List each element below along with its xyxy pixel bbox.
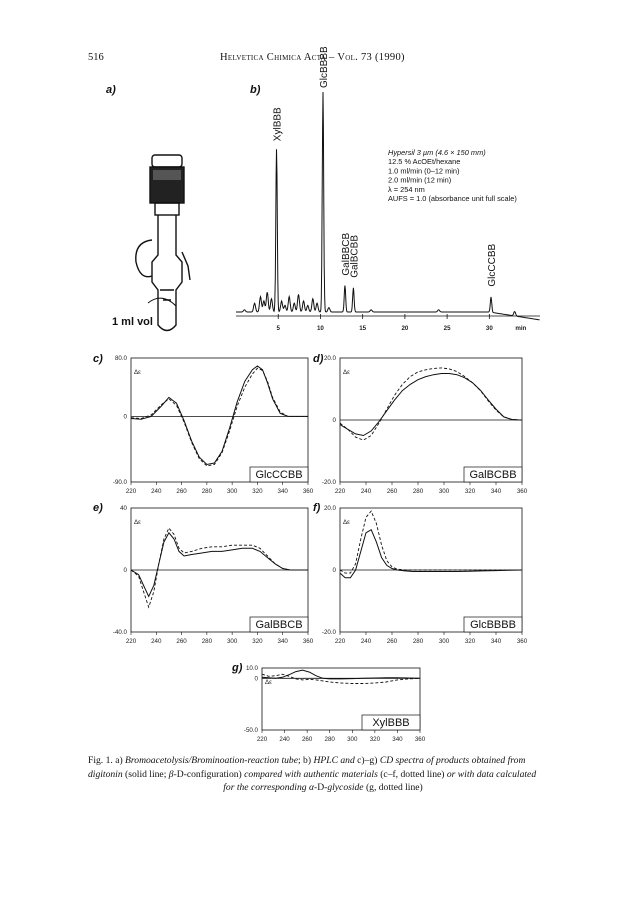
cd-compound-label-f: GlcBBBB xyxy=(470,619,516,631)
cd-series-solid-e xyxy=(131,533,308,597)
cd-x-tick-label-g: 260 xyxy=(301,736,313,743)
cd-x-tick-label-d: 260 xyxy=(386,488,398,495)
cd-frame-c xyxy=(131,358,308,482)
cd-y-tick-label-g: -50.0 xyxy=(243,727,258,734)
hplc-tick-label: 30 xyxy=(485,325,493,332)
caption-line-2: digitonin (solid line; β-D-configuration) compared with authentic materials (c–f, dotted line) or with data calculated xyxy=(88,768,537,780)
panel-label-d: d) xyxy=(313,353,324,365)
cd-x-tick-label-c: 240 xyxy=(151,488,162,495)
cd-series-dashed-d xyxy=(340,368,522,440)
cd-x-tick-label-g: 340 xyxy=(392,736,403,743)
hplc-tick-label: 15 xyxy=(359,325,367,332)
journal-header: Helvetica Chimica Acta – Vol. 73 (1990) xyxy=(220,52,405,63)
cd-x-tick-label-f: 360 xyxy=(516,638,528,645)
cd-x-tick-label-d: 300 xyxy=(438,488,450,495)
hplc-tick-label: 20 xyxy=(401,325,409,332)
panel-label-g: g) xyxy=(232,662,243,674)
cd-x-tick-label-g: 360 xyxy=(414,736,426,743)
cd-x-tick-label-f: 260 xyxy=(386,638,398,645)
cd-series-solid-d xyxy=(340,374,522,436)
cd-x-tick-label-c: 360 xyxy=(302,488,314,495)
cd-x-tick-label-f: 320 xyxy=(464,638,476,645)
hplc-peak-label: XylBBB xyxy=(272,107,284,142)
cd-series-solid-c xyxy=(131,366,308,465)
cd-x-tick-label-d: 360 xyxy=(516,488,528,495)
cd-compound-label-e: GalBBCB xyxy=(255,619,303,631)
cd-y-tick-label-c: 80.0 xyxy=(114,355,127,362)
caption-line-1: Fig. 1. a) Bromoacetolysis/Brominoation-reaction tube; b) HPLC and c)–g) CD spectra of products obtained from xyxy=(88,755,526,766)
cd-y-tick-label-f: 0 xyxy=(332,567,336,574)
cd-y-tick-label-g: 0 xyxy=(254,675,258,683)
hplc-condition: 12.5 % AcOEt/hexane xyxy=(388,157,461,167)
cd-y-axis-label-c: Δε xyxy=(134,369,141,376)
cd-x-tick-label-g: 280 xyxy=(324,736,335,743)
cd-x-tick-label-e: 300 xyxy=(226,638,238,645)
cd-x-tick-label-c: 220 xyxy=(125,488,137,495)
hplc-peak-label: GalBCBB xyxy=(349,235,361,278)
cd-y-tick-label-d: 20.0 xyxy=(323,355,336,362)
cd-x-tick-label-e: 260 xyxy=(176,638,187,645)
cd-x-tick-label-d: 220 xyxy=(334,488,346,495)
cd-compound-label-g: XylBBB xyxy=(372,717,410,729)
panel-label-e: e) xyxy=(93,502,103,514)
cd-compound-label-c: GlcCCBB xyxy=(255,469,303,481)
cd-y-tick-label-f: -20.0 xyxy=(321,629,336,636)
cd-x-tick-label-e: 320 xyxy=(252,638,263,645)
panel-label-b: b) xyxy=(250,84,261,96)
cd-series-dashed-c xyxy=(131,368,308,466)
hplc-peak-label: GalBBCB xyxy=(340,232,352,276)
hplc-condition: Hypersil 3 µm (4.6 × 150 mm) xyxy=(388,148,486,157)
cd-x-tick-label-g: 300 xyxy=(347,736,358,743)
cd-x-tick-label-d: 280 xyxy=(412,488,424,495)
panel-label-a: a) xyxy=(106,84,116,96)
hplc-tick-label: 10 xyxy=(316,325,324,332)
cd-y-tick-label-f: 20.0 xyxy=(323,505,336,512)
cd-y-tick-label-c: 0 xyxy=(123,413,127,421)
cd-x-tick-label-e: 240 xyxy=(151,638,162,645)
cd-x-tick-label-e: 360 xyxy=(302,638,314,645)
cd-x-tick-label-f: 220 xyxy=(334,638,346,645)
cd-x-tick-label-f: 340 xyxy=(490,638,502,645)
cd-series-solid-f xyxy=(340,530,522,578)
cd-series-dashed-f xyxy=(340,511,522,573)
page-number: 516 xyxy=(88,52,104,63)
cd-y-tick-label-g: 10.0 xyxy=(245,665,258,672)
cd-x-tick-label-e: 220 xyxy=(125,638,137,645)
cd-x-tick-label-g: 220 xyxy=(256,736,268,743)
cd-x-tick-label-c: 260 xyxy=(176,488,187,495)
cd-x-tick-label-g: 320 xyxy=(369,736,381,743)
cd-y-tick-label-d: -20.0 xyxy=(321,479,336,486)
cd-x-tick-label-c: 340 xyxy=(277,488,288,495)
hplc-peak-label: GlcCCBB xyxy=(487,243,499,287)
cd-y-axis-label-g: Δε xyxy=(265,679,272,686)
cd-x-tick-label-e: 280 xyxy=(201,638,213,645)
cd-y-axis-label-d: Δε xyxy=(343,369,350,376)
cd-x-tick-label-f: 280 xyxy=(412,638,424,645)
hplc-condition: AUFS = 1.0 (absorbance unit full scale) xyxy=(388,194,517,203)
cd-x-tick-label-d: 240 xyxy=(360,488,372,495)
tube-volume-label: 1 ml vol xyxy=(112,316,153,328)
hplc-condition: 2.0 ml/min (12 min) xyxy=(388,175,452,185)
cd-x-tick-label-c: 280 xyxy=(201,488,213,495)
caption-line-3: for the corresponding α-D-glycoside (g, dotted line) xyxy=(223,782,423,793)
hplc-tick-label: 5 xyxy=(276,325,280,332)
hplc-peak-label: GlcBBBB xyxy=(318,46,330,88)
cd-compound-label-d: GalBCBB xyxy=(469,469,517,481)
cd-x-tick-label-e: 340 xyxy=(277,638,288,645)
cd-x-tick-label-f: 240 xyxy=(360,638,372,645)
figure-caption xyxy=(88,754,558,795)
cd-x-tick-label-d: 320 xyxy=(464,488,476,495)
cd-y-tick-label-c: -90.0 xyxy=(112,479,127,486)
cd-y-tick-label-e: -40.0 xyxy=(112,629,127,636)
hplc-axis-unit: min xyxy=(515,325,527,332)
cd-y-axis-label-f: Δε xyxy=(343,519,350,526)
cd-x-tick-label-f: 300 xyxy=(438,638,450,645)
hplc-tick-label: 25 xyxy=(443,325,451,332)
cd-y-tick-label-e: 0 xyxy=(123,567,127,574)
hplc-condition: λ = 254 nm xyxy=(388,184,425,194)
cd-x-tick-label-c: 300 xyxy=(226,488,238,495)
panel-label-c: c) xyxy=(93,353,103,365)
cd-y-tick-label-d: 0 xyxy=(332,417,336,424)
cd-y-axis-label-e: Δε xyxy=(134,519,141,526)
cd-x-tick-label-g: 240 xyxy=(279,736,290,743)
cd-x-tick-label-d: 340 xyxy=(490,488,502,495)
hplc-condition: 1.0 ml/min (0–12 min) xyxy=(388,166,460,176)
panel-label-f: f) xyxy=(313,502,321,514)
cd-y-tick-label-e: 40 xyxy=(120,505,127,512)
cd-series-solid-g xyxy=(262,670,420,679)
cd-x-tick-label-c: 320 xyxy=(252,488,263,495)
